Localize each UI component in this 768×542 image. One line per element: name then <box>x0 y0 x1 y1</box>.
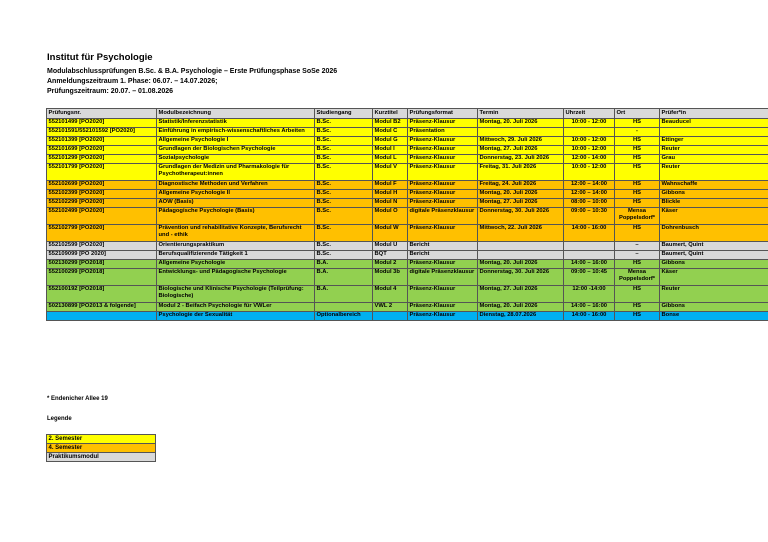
cell-exam-format: Präsenz-Klausur <box>408 286 478 303</box>
cell-date: Freitag, 31. Juli 2026 <box>478 164 564 181</box>
cell-location: – <box>615 242 660 251</box>
cell-time: 10:00 - 12:00 <box>564 146 615 155</box>
cell-location: HS <box>615 155 660 164</box>
cell-examiner: Blickle <box>660 199 768 208</box>
cell-examiner: Reuter <box>660 164 768 181</box>
cell-short-title: Modul N <box>373 199 408 208</box>
cell-exam-format: Präsenz-Klausur <box>408 260 478 269</box>
cell-short-title: Modul I <box>373 146 408 155</box>
cell-module-name: Sozialpsychologie <box>157 155 315 164</box>
cell-exam-format: Bericht <box>408 242 478 251</box>
cell-exam-format: Präsenz-Klausur <box>408 155 478 164</box>
cell-exam-number: 552101499 [PO2020] <box>47 119 157 128</box>
cell-date: Montag, 27. Juli 2026 <box>478 146 564 155</box>
legend-row <box>47 444 156 453</box>
cell-module-name: Prävention und rehabilitative Konzepte, Berufsrecht und - ethik <box>157 225 315 242</box>
column-header-exam-format: Prüfungsformat <box>408 109 478 119</box>
cell-short-title: Modul G <box>373 137 408 146</box>
cell-date: Mittwoch, 29. Juli 2026 <box>478 137 564 146</box>
cell-location: HS <box>615 303 660 312</box>
legend-table <box>46 434 156 462</box>
cell-examiner: Baumert, Quint <box>660 242 768 251</box>
cell-location: HS <box>615 225 660 242</box>
cell-degree: B.A. <box>315 269 373 286</box>
column-header-short-title: Kurztitel <box>373 109 408 119</box>
cell-module-name: Psychologie der Sexualität <box>157 312 315 321</box>
cell-date: Freitag, 24. Juli 2026 <box>478 181 564 190</box>
cell-examiner: Dohrenbusch <box>660 225 768 242</box>
table-row <box>47 242 768 251</box>
cell-exam-format: Präsenz-Klausur <box>408 312 478 321</box>
table-row <box>47 137 768 146</box>
cell-exam-format: Präsenz-Klausur <box>408 146 478 155</box>
column-header-examiner: Prüfer*in <box>660 109 768 119</box>
cell-location: Mensa Poppelsdorf* <box>615 269 660 286</box>
legend-row <box>47 435 156 444</box>
cell-exam-number: 552100192 [PO2018] <box>47 286 157 303</box>
cell-location: HS <box>615 137 660 146</box>
cell-module-name: Statistik/Inferenzstatistik <box>157 119 315 128</box>
cell-examiner: Wahnschaffe <box>660 181 768 190</box>
cell-short-title: Modul 2 <box>373 260 408 269</box>
cell-module-name: Modul 2 - Beifach Psychologie für VWLer <box>157 303 315 312</box>
cell-exam-format: Präsentation <box>408 128 478 137</box>
cell-exam-format: Präsenz-Klausur <box>408 181 478 190</box>
cell-location: - <box>615 128 660 137</box>
cell-exam-format: Präsenz-Klausur <box>408 119 478 128</box>
cell-degree: B.Sc. <box>315 251 373 260</box>
cell-degree: B.Sc. <box>315 146 373 155</box>
cell-examiner: Baumert, Quint <box>660 251 768 260</box>
cell-examiner: Gibbons <box>660 303 768 312</box>
table-row <box>47 269 768 286</box>
table-row <box>47 251 768 260</box>
cell-module-name: Grundlagen der Biologischen Psychologie <box>157 146 315 155</box>
cell-exam-number: 552100299 [PO2018] <box>47 269 157 286</box>
document-header <box>47 52 337 97</box>
cell-short-title: Modul F <box>373 181 408 190</box>
cell-exam-number: 552101591/552101592 [PO2020] <box>47 128 157 137</box>
legend-item-4th-semester: 4. Semester <box>47 444 156 453</box>
cell-examiner: Bonse <box>660 312 768 321</box>
cell-module-name: Allgemeine Psychologie II <box>157 190 315 199</box>
cell-short-title: Modul 4 <box>373 286 408 303</box>
cell-examiner: Gibbons <box>660 260 768 269</box>
exam-phase-heading: Modulabschlussprüfungen B.Sc. & B.A. Psychologie – Erste Prüfungsphase SoSe 2026 <box>47 68 338 75</box>
cell-date: Montag, 27. Juli 2026 <box>478 199 564 208</box>
cell-time: 09:00 – 10:30 <box>564 208 615 225</box>
cell-time: 14:00 – 16:00 <box>564 303 615 312</box>
cell-short-title: BQT <box>373 251 408 260</box>
table-row <box>47 190 768 199</box>
cell-degree: B.A. <box>315 260 373 269</box>
cell-time: 12:00 – 14:00 <box>564 190 615 199</box>
cell-exam-format: Präsenz-Klausur <box>408 199 478 208</box>
table-row <box>47 303 768 312</box>
table-row <box>47 155 768 164</box>
cell-short-title: Modul 3b <box>373 269 408 286</box>
column-header-location: Ort <box>615 109 660 119</box>
cell-exam-number <box>47 312 157 321</box>
exam-period: Prüfungszeitraum: 20.07. – 01.08.2026 <box>47 88 174 95</box>
cell-time: 12:00 - 14:00 <box>564 155 615 164</box>
table-row <box>47 260 768 269</box>
cell-exam-number: 552101299 [PO2020] <box>47 155 157 164</box>
cell-location: HS <box>615 199 660 208</box>
cell-date: Montag, 20. Juli 2026 <box>478 303 564 312</box>
cell-short-title: Modul O <box>373 208 408 225</box>
cell-examiner: Grau <box>660 155 768 164</box>
cell-module-name: Allgemeine Psychologie I <box>157 137 315 146</box>
cell-exam-number: 552102399 [PO2020] <box>47 190 157 199</box>
cell-time <box>564 251 615 260</box>
cell-location: HS <box>615 119 660 128</box>
table-row <box>47 164 768 181</box>
column-header-exam-number: Prüfungsnr. <box>47 109 157 119</box>
legend-row <box>47 453 156 462</box>
cell-exam-format: Präsenz-Klausur <box>408 225 478 242</box>
cell-module-name: Diagnostische Methoden und Verfahren <box>157 181 315 190</box>
table-row <box>47 181 768 190</box>
cell-module-name: Allgemeine Psychologie <box>157 260 315 269</box>
cell-degree: B.Sc. <box>315 128 373 137</box>
cell-degree: B.Sc. <box>315 137 373 146</box>
cell-exam-format: digitale Präsenzklausur <box>408 269 478 286</box>
cell-module-name: Entwicklungs- und Pädagogische Psychologie <box>157 269 315 286</box>
cell-exam-format: Präsenz-Klausur <box>408 190 478 199</box>
cell-date: Dienstag, 28.07.2026 <box>478 312 564 321</box>
cell-degree: B.Sc. <box>315 242 373 251</box>
cell-degree: B.Sc. <box>315 190 373 199</box>
cell-date <box>478 128 564 137</box>
cell-exam-format: Präsenz-Klausur <box>408 303 478 312</box>
legend-item-2nd-semester: 2. Semester <box>47 435 156 444</box>
cell-time: 08:00 – 10:00 <box>564 199 615 208</box>
cell-time: 12:00 – 14:00 <box>564 181 615 190</box>
cell-location: HS <box>615 164 660 181</box>
cell-location: HS <box>615 312 660 321</box>
cell-time <box>564 242 615 251</box>
cell-date: Donnerstag, 23. Juli 2026 <box>478 155 564 164</box>
cell-examiner: Käser <box>660 208 768 225</box>
cell-examiner: Reuter <box>660 146 768 155</box>
cell-date <box>478 251 564 260</box>
cell-exam-format: Präsenz-Klausur <box>408 164 478 181</box>
cell-degree: B.A. <box>315 286 373 303</box>
cell-module-name: AOW (Basis) <box>157 199 315 208</box>
cell-exam-number: 552102499 [PO2020] <box>47 208 157 225</box>
cell-location: HS <box>615 190 660 199</box>
table-row <box>47 312 768 321</box>
cell-degree: B.Sc. <box>315 155 373 164</box>
cell-short-title: Modul C <box>373 128 408 137</box>
cell-location: HS <box>615 260 660 269</box>
cell-exam-number: 502130299 [PO2018] <box>47 260 157 269</box>
legend-item-internship: Praktikumsmodul <box>47 453 156 462</box>
cell-examiner: Gibbons <box>660 190 768 199</box>
cell-date: Montag, 20. Juli 2026 <box>478 190 564 199</box>
cell-module-name: Pädagogische Psychologie (Basis) <box>157 208 315 225</box>
footnote: * Endenicher Allee 19 <box>47 396 108 402</box>
cell-exam-number: 552102299 [PO2020] <box>47 199 157 208</box>
cell-date: Montag, 20. Juli 2026 <box>478 119 564 128</box>
cell-exam-number: 552101799 [PO2020] <box>47 164 157 181</box>
cell-exam-format: Präsenz-Klausur <box>408 137 478 146</box>
cell-short-title: Modul L <box>373 155 408 164</box>
cell-short-title: Modul W <box>373 225 408 242</box>
cell-exam-number: 502130899 [PO2013 & folgende] <box>47 303 157 312</box>
cell-exam-number: 552102699 [PO2020] <box>47 181 157 190</box>
cell-short-title: VWL 2 <box>373 303 408 312</box>
cell-date <box>478 242 564 251</box>
cell-exam-number: 552102599 [PO2020] <box>47 242 157 251</box>
cell-date: Montag, 20. Juli 2026 <box>478 260 564 269</box>
column-header-degree: Studiengang <box>315 109 373 119</box>
cell-exam-number: 552101399 [PO2020] <box>47 137 157 146</box>
table-header-row <box>47 109 768 119</box>
cell-location: HS <box>615 181 660 190</box>
cell-exam-format: Bericht <box>408 251 478 260</box>
cell-time: 10:00 - 12:00 <box>564 137 615 146</box>
cell-time: 14:00 - 16:00 <box>564 312 615 321</box>
table-row <box>47 199 768 208</box>
cell-module-name: Grundlagen der Medizin und Pharmakologie für Psychotherapeut:innen <box>157 164 315 181</box>
cell-time: 14:00 - 16:00 <box>564 225 615 242</box>
cell-date: Montag, 27. Juli 2026 <box>478 286 564 303</box>
cell-location: Mensa Poppelsdorf* <box>615 208 660 225</box>
table-row <box>47 119 768 128</box>
table-row <box>47 208 768 225</box>
cell-degree: B.Sc. <box>315 199 373 208</box>
table-row <box>47 225 768 242</box>
cell-degree: Optionalbereich <box>315 312 373 321</box>
cell-degree: B.Sc. <box>315 119 373 128</box>
cell-date: Mittwoch, 22. Juli 2026 <box>478 225 564 242</box>
cell-date: Donnerstag, 30. Juli 2026 <box>478 208 564 225</box>
cell-time: 09:00 – 10:45 <box>564 269 615 286</box>
column-header-time: Uhrzeit <box>564 109 615 119</box>
cell-examiner: Ettinger <box>660 137 768 146</box>
legend-title: Legende <box>47 416 72 422</box>
cell-time: 12:00 -14:00 <box>564 286 615 303</box>
cell-exam-number: 552102799 [PO2020] <box>47 225 157 242</box>
table-row <box>47 128 768 137</box>
cell-short-title: Modul U <box>373 242 408 251</box>
table-row <box>47 286 768 303</box>
cell-degree: B.Sc. <box>315 181 373 190</box>
cell-module-name: Einführung in empirisch-wissenschaftliches Arbeiten <box>157 128 315 137</box>
cell-time: 10:00 - 12:00 <box>564 119 615 128</box>
cell-short-title: Modul V <box>373 164 408 181</box>
cell-examiner <box>660 128 768 137</box>
cell-examiner: Reuter <box>660 286 768 303</box>
cell-time: 10:00 - 12:00 <box>564 164 615 181</box>
cell-degree <box>315 303 373 312</box>
column-header-date: Termin <box>478 109 564 119</box>
exam-schedule-table <box>46 108 768 321</box>
cell-location: – <box>615 251 660 260</box>
institute-title: Institut für Psychologie <box>47 52 153 63</box>
cell-date: Donnerstag, 30. Juli 2026 <box>478 269 564 286</box>
cell-short-title <box>373 312 408 321</box>
cell-degree: B.Sc. <box>315 208 373 225</box>
cell-time <box>564 128 615 137</box>
registration-period: Anmeldungszeitraum 1. Phase: 06.07. – 14.07.2026; <box>47 78 218 85</box>
cell-exam-format: digitale Präsenzklausur <box>408 208 478 225</box>
cell-location: HS <box>615 286 660 303</box>
cell-time: 14:00 – 16:00 <box>564 260 615 269</box>
cell-short-title: Modul H <box>373 190 408 199</box>
cell-degree: B.Sc. <box>315 164 373 181</box>
cell-examiner: Käser <box>660 269 768 286</box>
cell-exam-number: 552101699 [PO2020] <box>47 146 157 155</box>
column-header-module-name: Modulbezeichnung <box>157 109 315 119</box>
cell-module-name: Orientierungspraktikum <box>157 242 315 251</box>
cell-module-name: Biologische und Klinische Psychologie (Teilprüfung: Biologische) <box>157 286 315 303</box>
table-row <box>47 146 768 155</box>
cell-degree: B.Sc. <box>315 225 373 242</box>
cell-module-name: Berufsqualifizierende Tätigkeit 1 <box>157 251 315 260</box>
cell-short-title: Modul B2 <box>373 119 408 128</box>
cell-examiner: Beauducel <box>660 119 768 128</box>
cell-exam-number: 552109099 [PO 2020] <box>47 251 157 260</box>
cell-location: HS <box>615 146 660 155</box>
